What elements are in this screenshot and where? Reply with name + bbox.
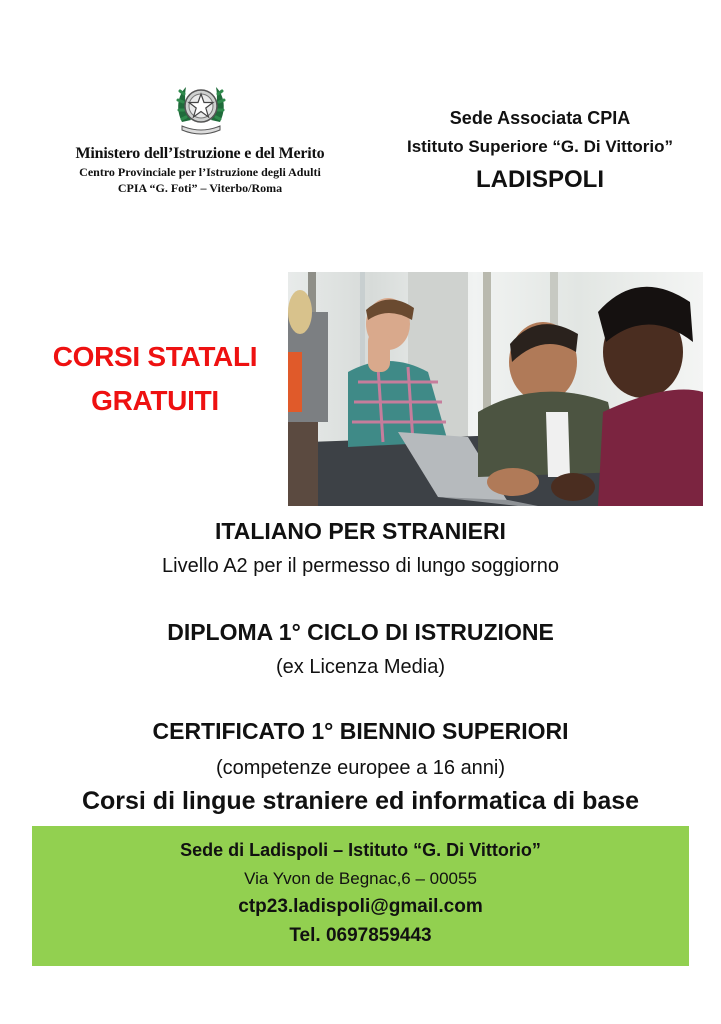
course-title-languages-it: Corsi di lingue straniere ed informatica di base xyxy=(81,787,640,815)
contact-address: Via Yvon de Begnac,6 – 00055 xyxy=(244,869,477,888)
adult-education-center-name: Centro Provinciale per l’Istruzione degli Adulti xyxy=(79,165,321,179)
free-courses-title-line2: GRATUITI xyxy=(91,385,219,416)
city-name: LADISPOLI xyxy=(475,166,604,193)
italian-republic-emblem-icon xyxy=(174,80,228,140)
course-subtitle-certificate: (competenze europee a 16 anni) xyxy=(215,757,506,779)
free-courses-title-line1: CORSI STATALI xyxy=(52,341,258,372)
course-title-diploma: DIPLOMA 1° CICLO DI ISTRUZIONE xyxy=(167,619,554,645)
contact-email: ctp23.ladispoli@gmail.com xyxy=(238,896,483,917)
course-title-italian: ITALIANO PER STRANIERI xyxy=(215,518,506,544)
associated-site-label: Sede Associata CPIA xyxy=(449,108,631,128)
contact-phone: Tel. 0697859443 xyxy=(289,925,432,946)
students-at-laptop-photo xyxy=(288,272,703,506)
contact-box xyxy=(32,826,689,966)
ministry-name: Ministero dell’Istruzione e del Merito xyxy=(75,145,325,162)
course-title-certificate: CERTIFICATO 1° BIENNIO SUPERIORI xyxy=(152,718,569,744)
course-subtitle-diploma: (ex Licenza Media) xyxy=(276,656,445,678)
cpia-name: CPIA “G. Foti” – Viterbo/Roma xyxy=(117,181,283,195)
institute-name: Istituto Superiore “G. Di Vittorio” xyxy=(406,137,674,156)
contact-site: Sede di Ladispoli – Istituto “G. Di Vittorio” xyxy=(180,840,541,860)
course-subtitle-italian: Livello A2 per il permesso di lungo soggiorno xyxy=(162,555,559,577)
